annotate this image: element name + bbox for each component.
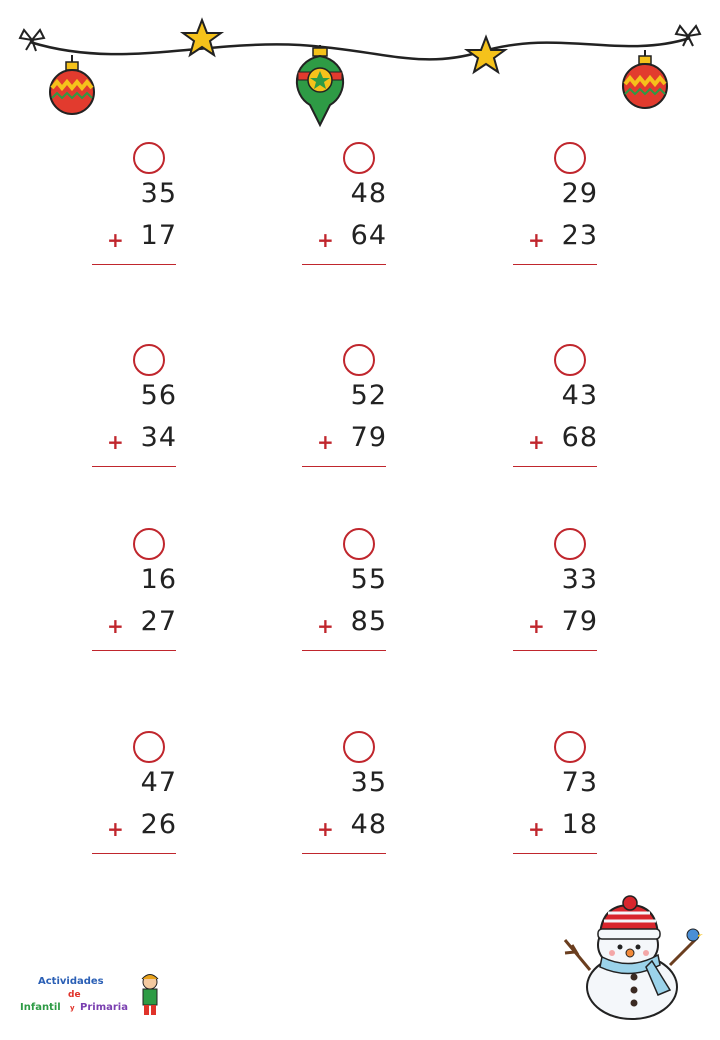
addition-problem [317, 528, 427, 658]
plus-sign: + [528, 228, 545, 252]
addition-problem [528, 142, 638, 272]
addend-bottom: 79 [350, 422, 387, 453]
logo-line2: de [68, 990, 81, 1000]
plus-sign: + [107, 817, 124, 841]
bow-left-icon [20, 30, 44, 51]
sum-line [92, 650, 176, 651]
addend-top: 52 [350, 380, 387, 411]
addend-top: 16 [140, 564, 177, 595]
sum-line [92, 264, 176, 265]
addend-bottom: 48 [350, 809, 387, 840]
answer-circle[interactable] [343, 528, 375, 560]
addition-problem [107, 142, 217, 272]
sum-line [92, 466, 176, 467]
plus-sign: + [317, 228, 334, 252]
answer-circle[interactable] [554, 731, 586, 763]
plus-sign: + [528, 817, 545, 841]
addend-bottom: 79 [561, 606, 598, 637]
plus-sign: + [107, 228, 124, 252]
bow-right-icon [676, 26, 700, 46]
sum-line [513, 264, 597, 265]
addend-bottom: 34 [140, 422, 177, 453]
addend-bottom: 23 [561, 220, 598, 251]
answer-circle[interactable] [343, 142, 375, 174]
sum-line [513, 466, 597, 467]
plus-sign: + [317, 817, 334, 841]
addend-bottom: 85 [350, 606, 387, 637]
red-ornament-right-icon [623, 50, 667, 108]
addition-problem [528, 528, 638, 658]
sum-line [513, 650, 597, 651]
plus-sign: + [107, 614, 124, 638]
addend-top: 48 [350, 178, 387, 209]
addend-top: 73 [561, 767, 598, 798]
addend-bottom: 64 [350, 220, 387, 251]
sum-line [92, 853, 176, 854]
sum-line [302, 264, 386, 265]
sum-line [302, 466, 386, 467]
addend-bottom: 27 [140, 606, 177, 637]
kid-mascot-icon [136, 972, 164, 1018]
sum-line [302, 853, 386, 854]
addend-top: 43 [561, 380, 598, 411]
addition-problem [528, 344, 638, 474]
logo-line3a: Infantil [20, 1002, 61, 1013]
addend-top: 29 [561, 178, 598, 209]
addend-bottom: 26 [140, 809, 177, 840]
answer-circle[interactable] [133, 731, 165, 763]
plus-sign: + [528, 614, 545, 638]
logo-line3c: Primaria [80, 1002, 128, 1013]
addition-problem [317, 142, 427, 272]
sum-line [513, 853, 597, 854]
addition-problem [528, 731, 638, 861]
plus-sign: + [107, 430, 124, 454]
answer-circle[interactable] [554, 344, 586, 376]
answer-circle[interactable] [343, 344, 375, 376]
logo-line1: Actividades [38, 976, 104, 987]
addend-top: 55 [350, 564, 387, 595]
addition-problem [317, 344, 427, 474]
answer-circle[interactable] [133, 528, 165, 560]
addend-top: 35 [140, 178, 177, 209]
addend-bottom: 18 [561, 809, 598, 840]
addition-problem [107, 731, 217, 861]
plus-sign: + [317, 430, 334, 454]
answer-circle[interactable] [133, 142, 165, 174]
sum-line [302, 650, 386, 651]
answer-circle[interactable] [554, 142, 586, 174]
addition-problem [317, 731, 427, 861]
answer-circle[interactable] [133, 344, 165, 376]
snowman-icon [560, 895, 710, 1025]
addend-top: 56 [140, 380, 177, 411]
answer-circle[interactable] [554, 528, 586, 560]
addend-top: 47 [140, 767, 177, 798]
answer-circle[interactable] [343, 731, 375, 763]
addend-bottom: 68 [561, 422, 598, 453]
star-icon [467, 37, 505, 72]
christmas-garland [0, 0, 720, 130]
green-ornament-icon [297, 45, 343, 125]
logo-line3b: y [70, 1004, 75, 1012]
addend-top: 35 [350, 767, 387, 798]
site-logo [18, 970, 168, 1020]
red-ornament-left-icon [50, 55, 94, 114]
plus-sign: + [317, 614, 334, 638]
addend-bottom: 17 [140, 220, 177, 251]
addition-problem [107, 528, 217, 658]
addend-top: 33 [561, 564, 598, 595]
addition-problem [107, 344, 217, 474]
plus-sign: + [528, 430, 545, 454]
